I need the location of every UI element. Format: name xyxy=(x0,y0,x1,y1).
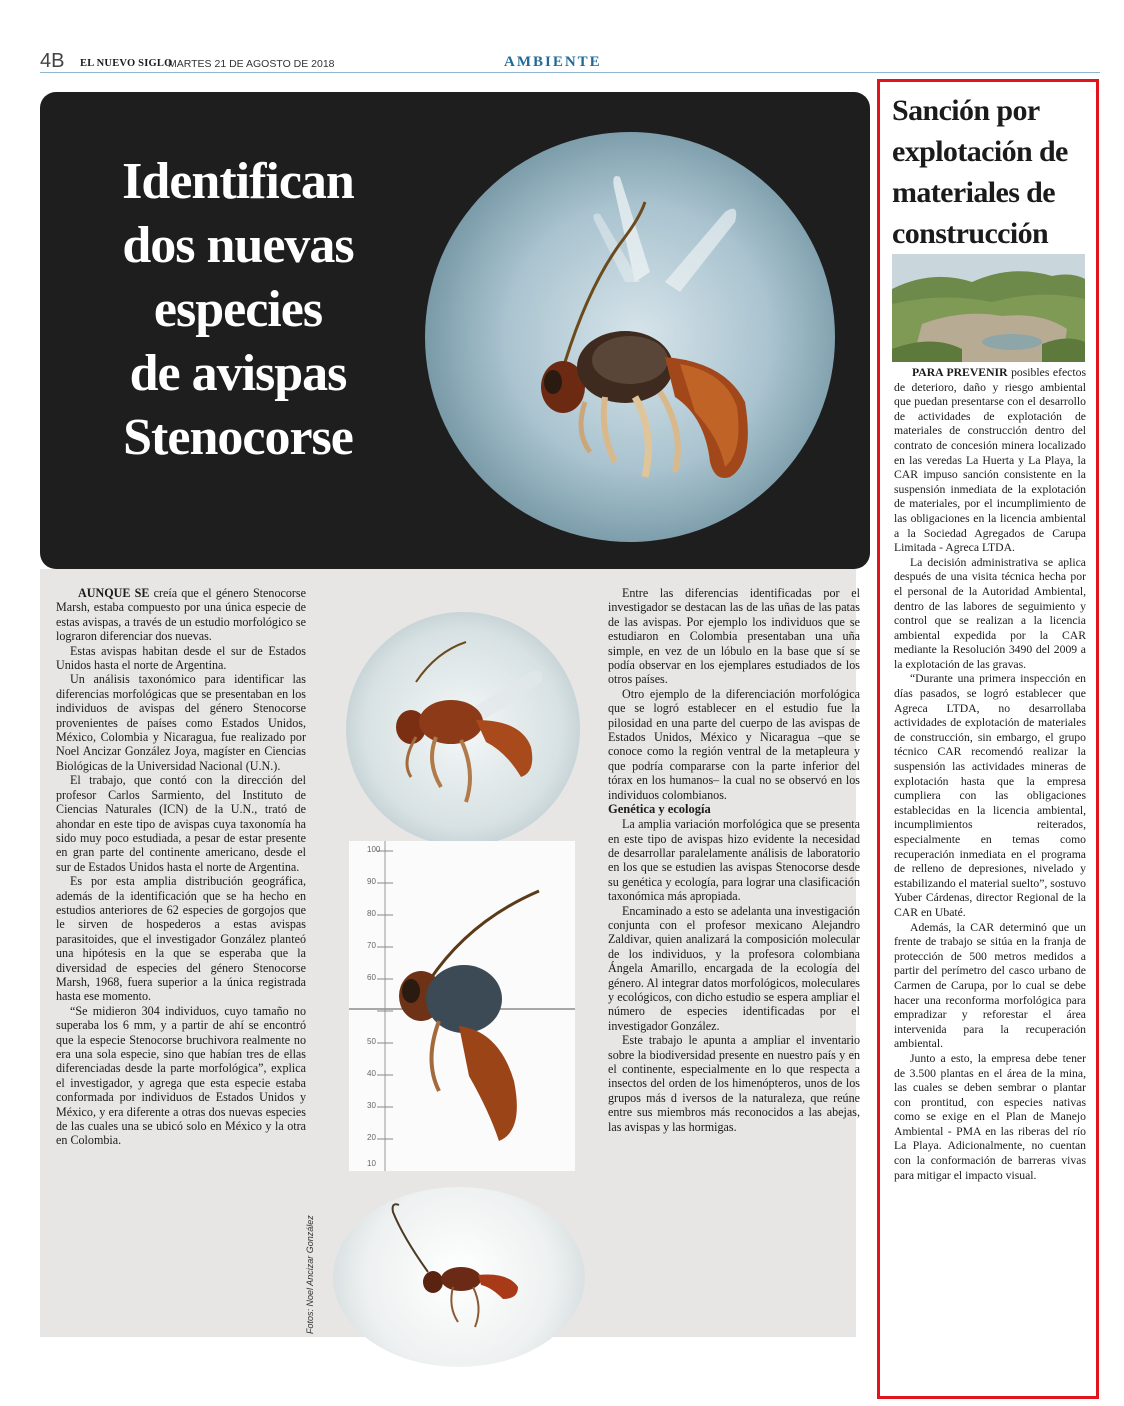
wasp-illustration xyxy=(346,612,580,846)
wasp-illustration xyxy=(425,132,835,542)
lead-in: PARA PREVENIR xyxy=(912,366,1008,379)
paragraph: “Se midieron 304 individuos, cuyo tamaño no superaba los 6 mm, y a partir de ahí se encontró que la especie Stenocorse bruchivora realmente no era una sola especie, sino que habían tres de ellas diferenciadas desde la parte morfológica”, explica el investigador, y agrega que esta especie estaba conformada por individuos de Estados Unidos y México, y era diferente a otras dos nuevas especies de las cuales una se ubicó solo en México y la otra en Colombia. xyxy=(56,1003,306,1148)
paragraph: AUNQUE SE creía que el género Stenocorse Marsh, estaba compuesto por una única especie de estas avispas, a través de un estudio morfológico se lograron diferenciar dos nuevas. xyxy=(56,586,307,644)
paragraph: Es por esta amplia distribución geográfica, además de la identificación que se ha hecho en estudios anteriores de 62 especies de gorgojos que le sirven de hospederos a estas avispas parasitoides, que el investigador González planteó una hipótesis en la que se esperaba que la diversidad de especies del género Stenocorse Marsh, 1968, fuera superior a la única registrada hasta ese momento. xyxy=(56,874,306,1004)
paragraph: Otro ejemplo de la diferenciación morfológica que se logró establecer en el estudio fue la pilosidad en una parte del cuerpo de las avispas de Estados Unidos, México y Nicaragua –que se conoce como la región ventral de la metapleura y que podría compararse con la parte inferior del tórax en los humanos– la cual no se observó en los individuos colombianos. xyxy=(608,686,860,802)
headline-line: de avispas xyxy=(129,344,347,402)
ruler-number: 20 xyxy=(367,1133,376,1142)
headline-line: explotación de xyxy=(892,135,1068,168)
article-column-3 xyxy=(608,586,860,1134)
ruler-number: 50 xyxy=(367,1037,376,1046)
paragraph: La amplia variación morfológica que se presenta en este tipo de avispas hizo evidente la necesidad de desarrollar paralelamente análisis de laboratorio en los que se estudien las avispas Stenocorse desde su genética y ecología, para lograr una clasificación taxonómica más apropiada. xyxy=(608,817,860,904)
wasp-microscope-photo xyxy=(425,132,835,542)
paragraph: Además, la CAR determinó que un frente de trabajo se sitúa en la franja de protección de 500 metros medidos a partir del perímetro del casco urbano de Carmen de Carupa, por lo cual se debe hacer una reconforma morfológica para empradizar y reforestar el área intervenida para la recuperación ambiental. xyxy=(894,920,1086,1051)
headline-line: Sanción por xyxy=(892,94,1040,127)
ruler-number: 10 xyxy=(367,1159,376,1168)
ruler-number: 70 xyxy=(367,941,376,950)
paragraph: El trabajo, que contó con la dirección del profesor Carlos Sarmiento, del Instituto de Ciencias Naturales (ICN) de la U.N., trató de ahondar en este tipo de avispas cuya taxonomía ha sido muy poco estudiada, a pesar de estar presente en gran parte del continente americano, desde el sur de Estados Unidos hasta el norte de Argentina. xyxy=(56,773,306,874)
wasp-photo-3 xyxy=(333,1187,585,1367)
paragraph: PARA PREVENIR posibles efectos de deterioro, daño y riesgo ambiental que puedan presentarse con el desarrollo de actividades de explotación de materiales de construcción dentro del contrato de concesión minera localizado en las veredas La Huerta y La Playa, la CAR impuso sanción consistente en la suspensión inmediata de la explotación de materiales, por el incumplimiento de las obligaciones en la licencia ambiental a la Sociedad Agregados de Carupa Limitada - Agreca LTDA. xyxy=(894,366,1086,555)
headline-line: especies xyxy=(153,280,323,338)
page-number: 4B xyxy=(40,50,65,72)
article-headline xyxy=(78,150,398,470)
ruler-scale xyxy=(367,841,379,1171)
sidebar-headline xyxy=(892,90,1092,254)
ruler-number: 90 xyxy=(367,877,376,886)
paragraph: Un análisis taxonómico para identificar las diferencias morfológicas que se presentaban en los individuos de avispas del género Stenocorse provenientes de países como Estados Unidos, México, Colombia y Nicaragua, fue realizado por Noel Ancizar González Joya, magíster en Ciencias Biológicas de la Universidad Nacional (U.N.). xyxy=(56,672,306,773)
wasp-photo-1 xyxy=(346,612,580,846)
photo-credit: Fotos: Noel Ancizar González xyxy=(305,1215,315,1334)
lead-in: AUNQUE SE xyxy=(78,586,150,600)
paragraph: Encaminado a esto se adelanta una investigación conjunta con el profesor mexicano Alejandro Zaldivar, quien analizará la composición molecular de los individuos, y la profesora colombiana Ángela Amarillo, encargada de la ecología del género. Al integrar datos morfológicos, moleculares y ecológicos, con dicho estudio se espera ampliar el número de especies identificadas por el investigador González. xyxy=(608,903,860,1033)
paragraph: La decisión administrativa se aplica después de una visita técnica hecha por el personal de la Autoridad Ambiental, dentro de las labores de seguimiento y control que se realizan a la licencia ambiental expedida por la CAR mediante la Resolución 3490 del 2009 a la explotación de las gravas. xyxy=(894,555,1086,671)
ruler-number: 100 xyxy=(367,845,381,854)
headline-line: Stenocorse xyxy=(123,408,353,466)
masthead: EL NUEVO SIGLO xyxy=(80,58,173,69)
ruler-number: 40 xyxy=(367,1069,376,1078)
paragraph: “Durante una primera inspección en días pasados, se logró establecer que Agreca LTDA, no desarrollaba actividades de explotación de materiales de construcción, sin embargo, el grupo técnico CAR recomendó realizar la suspensión las actividades mineras de explotación hasta que la empresa cumpliera con las obligaciones establecidas en la licencia ambiental, incumplimientos reiterados, especialmente en temas como recuperación inmediata en el programa de relleno de depresiones, nivelado y estabilizando el material suelto”, sostuvo Yuber Cárdenas, director Regional de la CAR en Ubaté. xyxy=(894,672,1086,919)
sidebar-article xyxy=(877,79,1099,1399)
ruler-number: 60 xyxy=(367,973,376,982)
landscape-illustration xyxy=(892,254,1085,362)
ruler-and-wasp-illustration xyxy=(349,841,575,1171)
section-label: AMBIENTE xyxy=(504,54,602,70)
paragraph: Junto a esto, la empresa debe tener de 3.500 plantas en el área de la mina, las cuales se deben sembrar o plantar con prontitud, con especies nativas como se exige en el Plan de Manejo Ambiental - PMA en las riberas del río La Playa. Adicionalmente, no cuentan con la conformación de barreras vivas para mitigar el impacto visual. xyxy=(894,1051,1086,1182)
headline-line: Identifican xyxy=(122,153,354,210)
header-rule xyxy=(40,72,1100,73)
headline-line: dos nuevas xyxy=(122,216,354,274)
paragraph: Este trabajo le apunta a ampliar el inventario sobre la biodiversidad presente en nuestro país y en el continente, especialmente en lo que respecta a insectos del orden de los himenópteros, unos de los grupos más d iversos de la naturaleza, que reúne entre sus miembros más reconocidos a las abejas, las avispas y las hormigas. xyxy=(608,1033,860,1134)
ruler-number: 30 xyxy=(367,1101,376,1110)
paragraph: Entre las diferencias identificadas por el investigador se destacan las de las uñas de las patas de las avispas. Por ejemplo los individuos que se estudiaron en Colombia presentaban una uña simple, en vez de un lóbulo en la base que sí se podía observar en los ejemplares estudiados de los otros países. xyxy=(608,586,860,687)
headline-line: construcción xyxy=(892,217,1049,250)
hero-banner xyxy=(40,92,870,569)
sidebar-body xyxy=(894,366,1086,1183)
wasp-photo-ruler xyxy=(349,841,575,1171)
ruler-number: 80 xyxy=(367,909,376,918)
headline-line: materiales de xyxy=(892,176,1055,209)
mining-site-photo xyxy=(892,254,1085,362)
dateline: MARTES 21 DE AGOSTO DE 2018 xyxy=(168,58,335,70)
section-subhead: Genética y ecología xyxy=(608,802,711,817)
paragraph: Estas avispas habitan desde el sur de Estados Unidos hasta el norte de Argentina. xyxy=(56,643,306,673)
wasp-illustration xyxy=(333,1187,585,1367)
article-column-1 xyxy=(56,586,306,1148)
